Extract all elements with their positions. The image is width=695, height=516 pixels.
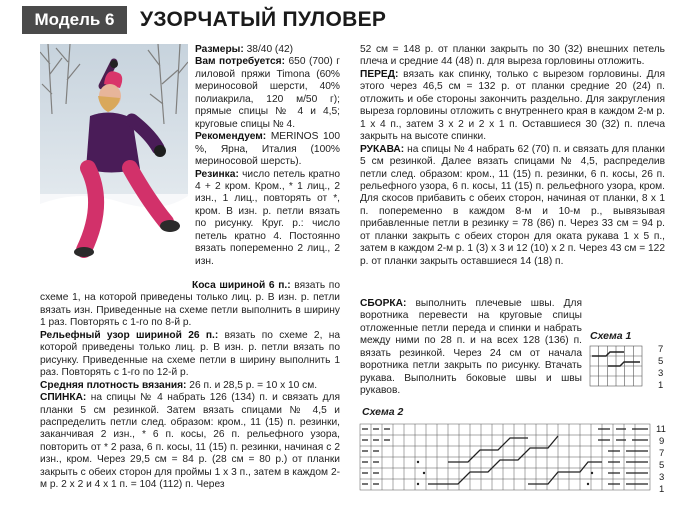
- woman-in-snow-photo: [40, 44, 188, 264]
- paragraph-back: [40, 392, 340, 492]
- schema1-row-7: 7: [658, 344, 664, 355]
- text: вязать по схеме 2, на которой приведены только лиц. р. В изн. р. петли вязать по рисунку. Приведенные на схеме петли в ширину выполнить 1 раз. Повторять с 1-го по 12-й р.: [40, 329, 340, 379]
- paragraph-materials: [195, 56, 340, 131]
- label: Рекомендуем:: [195, 131, 267, 143]
- paragraph-gauge: [40, 380, 340, 392]
- schema2-chart: [358, 422, 658, 494]
- label: Коса шириной 6 п.:: [192, 280, 291, 291]
- photo-illustration: [40, 44, 188, 264]
- schema2-row-1: 1: [659, 484, 665, 495]
- paragraph-sizes: [195, 44, 340, 56]
- right-top-block: [360, 44, 665, 268]
- schema2-row-11: 11: [656, 424, 666, 435]
- schema1-chart: [588, 344, 648, 388]
- text: вязать по схеме 1, на которой приведены только лиц. р. В изн. р. петли вязать изн. Приведенные на схеме петли выполнить в ширину 1 раз. Повторять с 1-го по 8-й р.: [40, 280, 340, 329]
- schema1-row-5: 5: [658, 356, 664, 367]
- text: число петель кратно 4 + 2 кром. Кром., * 1 лиц., 2 изн., 1 лиц., повторять от *, кром. В изн. р. петли вязать по рисунку. Круг. р.: число петель кратно 4. Постоянно вязать попеременно 2 лиц., 2 изн.: [195, 168, 340, 267]
- page-title: УЗОРЧАТЫЙ ПУЛОВЕР: [140, 8, 387, 31]
- paragraph-front: [360, 69, 665, 144]
- schema2-row-5: 5: [659, 460, 665, 471]
- text: на спицы № 4 набрать 62 (70) п. и связать для планки 5 см резинкой. Далее вязать спицами № 4,5, распределив петли след. образом: кром., 11 (15) п. резинки, 6 п. косы, 26 п. рельефного узора, 6 п. косы, 11 (15) п. рельефного узора, кром. Для скосов прибавить с обеих сторон, начиная от планки, 8 х 1 п. попеременно в каждом 8-м и 10-м р., вывязывая прибавленные петли в резинку = 78 (86) п. Через 33 см = 94 р. от планки закрыть с обеих сторон для оката рукава 1 х 5 п., затем в каждом 2-м р. 1 (3) х 3 и 12 (10) х 2 п. Через 43 см = 122 р. от планки закрыть оставшиеся 14 (18) п.: [360, 143, 665, 267]
- label: РУКАВА:: [360, 143, 405, 155]
- label: СБОРКА:: [360, 298, 407, 309]
- label: ПЕРЕД:: [360, 68, 399, 80]
- assembly-block: [360, 298, 582, 398]
- materials-block: [195, 44, 340, 268]
- label: Средняя плотность вязания:: [40, 379, 187, 391]
- paragraph-back-cont: [360, 44, 665, 69]
- label: Рельефный узор шириной 26 п.:: [40, 329, 219, 341]
- paragraph-relief: [40, 330, 340, 380]
- text: 38/40 (42): [243, 44, 294, 55]
- page-header: [0, 6, 695, 36]
- paragraph-recommend: [195, 131, 340, 168]
- label: СПИНКА:: [40, 392, 87, 404]
- paragraph-assembly: [360, 298, 582, 398]
- left-bottom-block: [40, 280, 340, 492]
- paragraph-cable: [40, 280, 340, 330]
- text: MERINOS 100 %, Ярна, Италия (100% мериносовой шерсть).: [195, 131, 340, 168]
- schema1-row-3: 3: [658, 368, 664, 379]
- label: Вам потребуется:: [195, 56, 285, 68]
- model-badge: Модель 6: [22, 6, 127, 34]
- text: на спицы № 4 набрать 126 (134) п. и связать для планки 5 см резинкой. Затем вязать спицами № 4,5 и распределить петли след. образом: кром., 11 (15) п. резинки, заканчивая 2 изн., * 6 п. косы, 26 п. рельефного узора, повторить от * 2 раза, 6 п. косы, 11 (15) п. резинки, начиная с 2 изн., кром. Через 29,5 см = 84 р. (28 см = 80 р.) от планки закрыть с обеих сторон для проймы 1 х 3 п., затем в каждом 2-м р. 2 х 2 и 4 х 1 п. = 104 (112) п. Через: [40, 392, 340, 491]
- text: вязать как спинку, только с вырезом горловины. Для этого через 46,5 см = 132 р. от планки средние 20 (24) п. отложить и обе стороны закончить раздельно. Для закругления выреза горловины отложить с внутреннего края в каждом 2-м р. 1 х 4 п., затем 3 х 2 и 2 х 1 п. Оставшиеся 30 (32) п. плеча закрыть на высоте спинки.: [360, 68, 665, 143]
- label: Размеры:: [195, 44, 244, 55]
- text: 650 (700) г лиловой пряжи Timona (60% мериносовой шерсти, 40% полиакрила, 120 м/50 г); прямые спицы № 4 и 4,5; круговые спицы № 4.: [195, 56, 340, 130]
- paragraph-sleeves: [360, 144, 665, 269]
- text: выполнить плечевые швы. Для воротника перевести на круговые спицы отложенные петли переда и спинки и набрать между ними по 28 п. и на всех 128 (136) п. вязать резинкой. Через 24 см от начала воротника петли закрыть по рисунку. Втачать рукава. Выполнить боковые швы и швы рукавов.: [360, 298, 582, 397]
- schema2-row-3: 3: [659, 472, 665, 483]
- schema1-row-1: 1: [658, 380, 664, 391]
- schema1-label: Схема 1: [590, 330, 632, 342]
- paragraph-rib: [195, 169, 340, 269]
- label: Резинка:: [195, 168, 239, 180]
- schema2-label: Схема 2: [362, 406, 404, 418]
- schema2-row-7: 7: [659, 448, 665, 459]
- text: 26 п. и 28,5 р. = 10 х 10 см.: [186, 379, 318, 391]
- text: 52 см = 148 р. от планки закрыть по 30 (32) внешних петель плеча и средние 44 (48) п. для выреза горловины отложить.: [360, 44, 665, 68]
- schema2-row-9: 9: [659, 436, 665, 447]
